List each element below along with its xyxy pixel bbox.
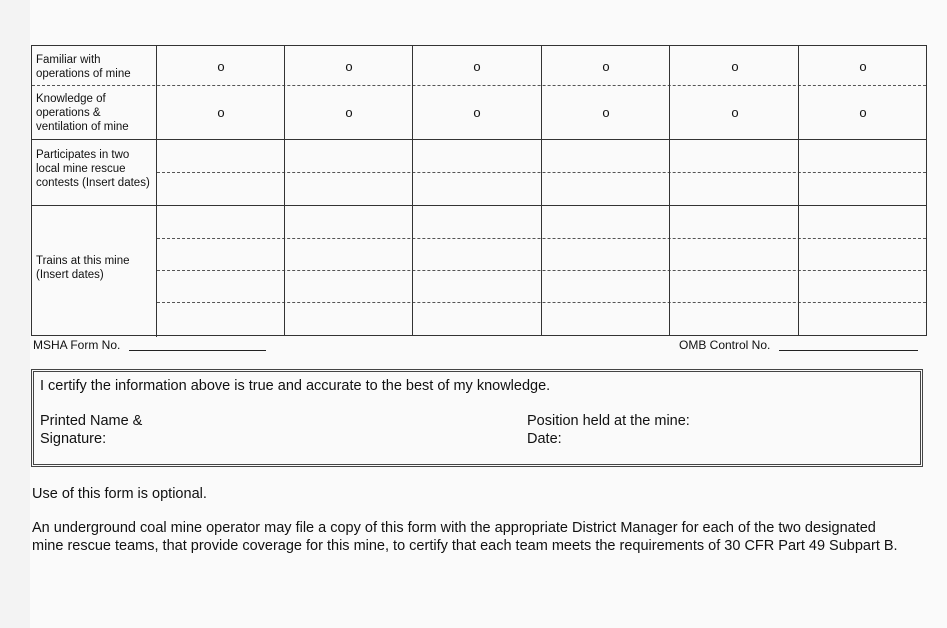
knowledge-mark-4[interactable]: o xyxy=(602,105,610,120)
knowledge-mark-3[interactable]: o xyxy=(473,105,481,120)
certification-statement: I certify the information above is true and accurate to the best of my knowledge. xyxy=(40,378,551,394)
date-label: Date: xyxy=(527,431,562,447)
msha-form-number-label: MSHA Form No. xyxy=(33,338,121,352)
printed-name-label: Printed Name & xyxy=(40,413,143,429)
knowledge-mark-5[interactable]: o xyxy=(731,105,739,120)
qualification-table xyxy=(31,45,927,336)
column-divider xyxy=(412,46,413,335)
familiar-mark-4[interactable]: o xyxy=(602,59,610,74)
familiar-mark-6[interactable]: o xyxy=(859,59,867,74)
instructions-line-1: An underground coal mine operator may file a copy of this form with the appropriate District Manager for each of the two designated xyxy=(32,520,876,536)
familiar-mark-5[interactable]: o xyxy=(731,59,739,74)
position-label: Position held at the mine: xyxy=(527,413,690,429)
knowledge-mark-2[interactable]: o xyxy=(345,105,353,120)
row-label-knowledge: Knowledge of operations & ventilation of mine xyxy=(36,93,129,133)
optional-note: Use of this form is optional. xyxy=(32,486,207,502)
familiar-mark-1[interactable]: o xyxy=(217,59,225,74)
row-label-contests: Participates in two local mine rescue contests (Insert dates) xyxy=(36,149,150,189)
row-label-training: Trains at this mine (Insert dates) xyxy=(36,255,130,281)
row-label-cell xyxy=(32,140,157,205)
row-label-familiar: Familiar with operations of mine xyxy=(36,54,131,80)
familiar-mark-3[interactable]: o xyxy=(473,59,481,74)
column-divider xyxy=(669,46,670,335)
signature-label: Signature: xyxy=(40,431,107,447)
msha-form-number-field[interactable] xyxy=(129,350,266,351)
column-divider xyxy=(284,46,285,335)
row-label-cell xyxy=(32,206,157,337)
instructions-line-2: mine rescue teams, that provide coverage for this mine, to certify that each team meets the requirements of 30 CFR Part 49 Subpart B. xyxy=(32,538,898,554)
table-row-group-knowledge xyxy=(32,46,926,140)
knowledge-mark-6[interactable]: o xyxy=(859,105,867,120)
column-divider xyxy=(798,46,799,335)
row-divider xyxy=(32,85,926,86)
column-divider xyxy=(541,46,542,335)
knowledge-mark-1[interactable]: o xyxy=(217,105,225,120)
row-label-cell xyxy=(32,46,157,139)
omb-control-number-field[interactable] xyxy=(779,350,918,351)
familiar-mark-2[interactable]: o xyxy=(345,59,353,74)
table-row-training xyxy=(32,206,926,337)
omb-control-number-label: OMB Control No. xyxy=(679,338,771,352)
certification-box xyxy=(31,369,923,467)
table-row-contests xyxy=(32,140,926,206)
